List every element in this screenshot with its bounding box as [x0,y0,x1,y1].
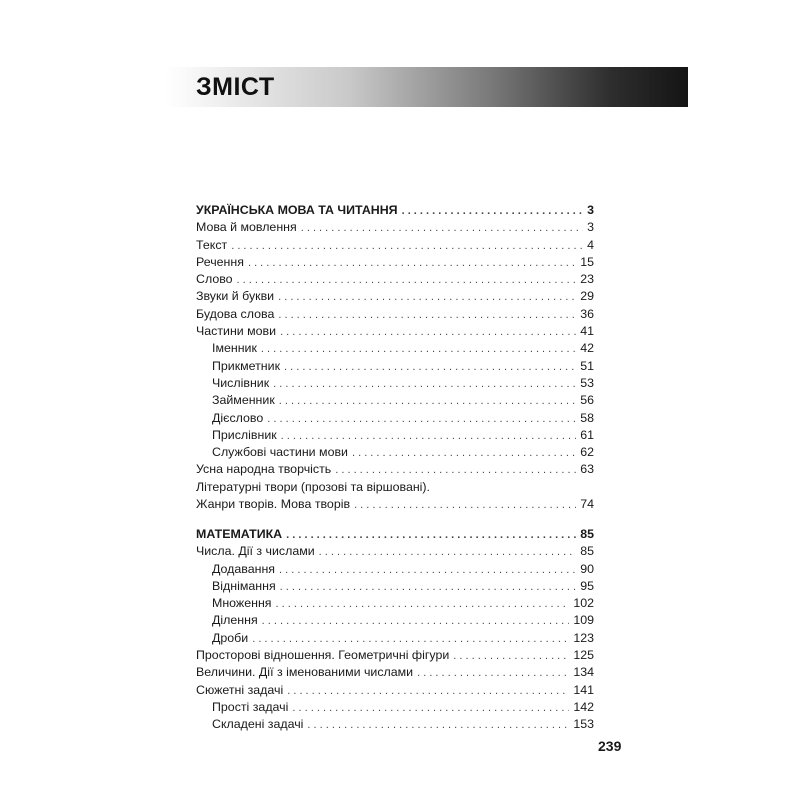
toc-dot-leader [301,220,583,237]
toc-entry[interactable] [196,496,594,513]
toc-entry-label: Числа. Дії з числами [196,544,315,559]
toc-entry[interactable] [196,323,594,340]
toc-entry-page: 95 [580,578,594,593]
toc-entry-label: Жанри творів. Мова творів [196,497,351,512]
toc-entry[interactable] [196,479,594,496]
toc-entry-label: Текст [196,237,228,252]
toc-entry-label: Прислівник [212,427,277,442]
toc-entry[interactable] [196,392,594,409]
toc-dot-leader [292,700,569,717]
toc-entry[interactable] [196,288,594,305]
toc-dot-leader [278,289,576,306]
toc-dot-leader [231,238,583,255]
toc-entry-page: 142 [573,699,594,714]
toc-entry-page: 109 [573,613,594,628]
toc-entry-page: 15 [580,254,594,269]
toc-entry[interactable] [196,595,594,612]
toc-entry[interactable] [196,578,594,595]
toc-entry[interactable] [196,219,594,236]
toc-entry-page: 58 [580,410,594,425]
toc-entry-page: 123 [573,630,594,645]
toc-entry[interactable] [196,647,594,664]
toc-dot-leader [278,307,576,324]
toc-entry-page: 63 [580,462,594,477]
toc-entry-label: Дієслово [212,410,264,425]
toc-entry-label: Слово [196,272,233,287]
toc-entry-page: 3 [587,203,594,217]
toc-entry-page: 85 [580,544,594,559]
toc-entry-label: Прикметник [212,358,280,373]
toc-entry-page: 53 [580,375,594,390]
toc-entry-label: Частини мови [196,324,277,339]
toc-entry-label: Літературні твори (прозові та віршовані). [196,479,430,494]
toc-entry-page: 51 [580,358,594,373]
toc-entry-label: Звуки й букви [196,289,275,304]
toc-entry-label: Службові частини мови [212,445,348,460]
page-number: 239 [598,738,622,754]
toc-dot-leader [402,203,584,220]
toc-entry[interactable] [196,340,594,357]
toc-entry-page: 90 [580,561,594,576]
toc-entry-label: Додавання [212,561,275,576]
toc-entry-page: 23 [580,272,594,287]
toc-entry[interactable] [196,237,594,254]
toc-dot-leader [281,428,577,445]
toc-entry[interactable] [196,630,594,647]
toc-entry[interactable] [196,306,594,323]
toc-entry-label: Величини. Дії з іменованими числами [196,665,414,680]
toc-entry-label: Віднімання [212,578,276,593]
toc-entry[interactable] [196,427,594,444]
toc-entry[interactable] [196,271,594,288]
toc-entry-page: 153 [573,717,594,732]
toc-entry-label: Усна народна творчість [196,462,332,477]
toc-entry-label: Дроби [212,630,249,645]
toc-dot-leader [248,255,576,272]
toc-entry-label: Сюжетні задачі [196,682,284,697]
toc-entry[interactable] [196,461,594,478]
toc-entry-page: 125 [573,648,594,663]
toc-entry-label: Прості задачі [212,699,289,714]
toc-entry-label: Просторові відношення. Геометричні фігури [196,648,450,663]
toc-entry[interactable] [196,716,594,733]
toc-dot-leader [417,665,569,682]
toc-dot-leader [280,579,577,596]
toc-entry[interactable] [196,664,594,681]
toc-entry[interactable] [196,543,594,560]
page-title: ЗМІСТ [196,73,275,101]
toc-dot-leader [267,411,576,428]
toc-dot-leader [279,562,576,579]
toc-entry-page: 56 [580,393,594,408]
toc-entry-label: Числівник [212,375,270,390]
toc-entry-label: Іменник [212,341,257,356]
toc-entry-label: УКРАЇНСЬКА МОВА ТА ЧИТАННЯ [196,203,398,217]
toc-entry-label: МАТЕМАТИКА [196,527,283,541]
toc-entry-page: 29 [580,289,594,304]
toc-entry-page: 36 [580,306,594,321]
toc-dot-leader [280,324,576,341]
toc-dot-leader [276,596,570,613]
toc-dot-leader [335,462,576,479]
toc-entry[interactable] [196,699,594,716]
toc-entry-page: 61 [580,427,594,442]
toc-entry-label: Складені задачі [212,717,304,732]
toc-entry-page: 134 [573,665,594,680]
toc-dot-leader [307,717,569,734]
toc-entry[interactable] [196,612,594,629]
toc-entry-page: 3 [587,220,594,235]
toc-dot-leader [319,544,577,561]
toc-entry-page: 102 [573,596,594,611]
toc-dot-leader [237,272,577,289]
toc-entry-page: 74 [580,497,594,512]
toc-entry-page: 4 [587,237,594,252]
toc-entry-label: Мова й мовлення [196,220,297,235]
toc-dot-leader [261,341,576,358]
toc-entry[interactable] [196,202,594,219]
toc-dot-leader [273,376,576,393]
toc-entry-label: Множення [212,596,272,611]
toc-entry[interactable] [196,358,594,375]
toc-dot-leader [284,359,576,376]
toc-dot-leader [354,497,576,514]
toc-entry[interactable] [196,526,594,543]
toc-entry-page: 41 [580,324,594,339]
toc-entry-label: Займенник [212,393,275,408]
toc-entry[interactable] [196,375,594,392]
toc-dot-leader [352,445,576,462]
toc-entry[interactable] [196,561,594,578]
toc-dot-leader [279,393,576,410]
toc-entry-label: Ділення [212,613,258,628]
toc-entry[interactable] [196,410,594,427]
toc-entry-page: 141 [573,682,594,697]
toc-entry-page: 42 [580,341,594,356]
toc-dot-leader [453,648,569,665]
toc-section-math [196,526,594,734]
toc-entry-page: 62 [580,445,594,460]
toc-entry[interactable] [196,444,594,461]
toc-entry-label: Будова слова [196,306,275,321]
toc-dot-leader [262,613,570,630]
toc-dot-leader [286,527,576,544]
toc-entry[interactable] [196,682,594,699]
toc-section-ukrainian [196,202,594,513]
toc-dot-leader [287,683,569,700]
toc-entry-page: 85 [580,527,594,541]
toc-dot-leader [252,631,569,648]
toc-entry[interactable] [196,254,594,271]
toc-entry-label: Речення [196,254,244,269]
